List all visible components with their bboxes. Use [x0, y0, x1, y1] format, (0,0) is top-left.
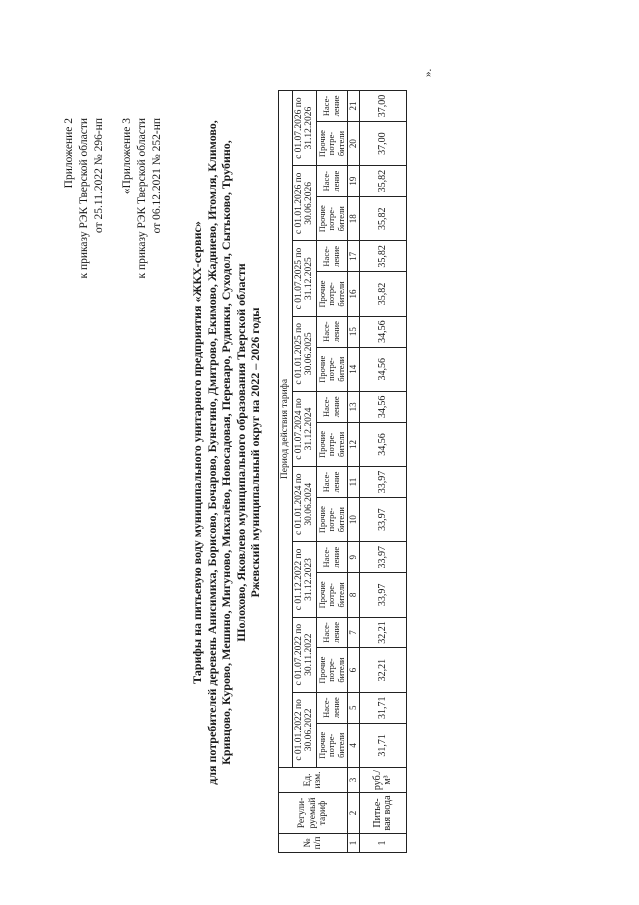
other-consumers-header: Прочие потре-бители: [316, 272, 348, 316]
column-number: 18: [348, 197, 360, 241]
title-line: для потребителей деревень Анисимиха, Борисово, Бочарово, Бунегино, Дмитрово, Екимово, Жадниево, Итомля, Климово,: [204, 120, 219, 785]
consumer-row: [316, 91, 348, 853]
row-number: 1: [360, 834, 407, 853]
column-number: 19: [348, 166, 360, 197]
period-header: с 01.01.2025 по 30.06.2025: [292, 316, 316, 391]
appendix-2-header: [62, 118, 107, 279]
title-line: Кривцово, Курово, Мешино, Мигуново, Михалёво, Новосадовая, Переваро, Рудинки, Суходол, Сытьково, Трубино,: [219, 140, 233, 765]
tariff-value: 32,21: [360, 648, 407, 692]
population-header: Насе-ление: [316, 166, 348, 197]
column-number: 16: [348, 272, 360, 316]
row-tariff: Питье-вая вода: [360, 793, 407, 834]
tariff-value: 37,00: [360, 91, 407, 122]
tariff-value: 34,56: [360, 391, 407, 422]
column-number: 10: [348, 497, 360, 541]
appendix-3-header: [120, 118, 165, 279]
column-number: 7: [348, 617, 360, 648]
table-row: [360, 91, 407, 853]
appendix-3-line: от 06.12.2021 № 252-нп: [151, 118, 163, 234]
column-number: 3: [348, 768, 360, 793]
column-number: 5: [348, 692, 360, 723]
population-header: Насе-ление: [316, 316, 348, 347]
title-line: Шолохово, Яковлево муниципального образования Тверской области: [233, 263, 248, 642]
appendix-2-line: Приложение 2: [63, 118, 75, 189]
closing-quote: ».: [422, 68, 434, 77]
column-number: 9: [348, 542, 360, 573]
title-line: Ржевский муниципальный округ на 2022 – 2026 годы: [248, 307, 262, 598]
period-header: с 01.01.2026 по 30.06.2026: [292, 166, 316, 241]
column-number: 8: [348, 573, 360, 617]
other-consumers-header: Прочие потре-бители: [316, 573, 348, 617]
column-number: 11: [348, 467, 360, 498]
appendix-3-line: к приказу РЭК Тверской области: [136, 118, 148, 279]
header-period: Период действия тарифа: [279, 91, 293, 768]
other-consumers-header: Прочие потре-бители: [316, 197, 348, 241]
tariff-value: 34,56: [360, 422, 407, 466]
appendix-2-line: к приказу РЭК Тверской области: [78, 118, 90, 279]
period-header: с 01.07.2026 по 31.12.2026: [292, 91, 316, 166]
tariff-value: 31,71: [360, 723, 407, 767]
tariff-value: 31,71: [360, 692, 407, 723]
other-consumers-header: Прочие потре-бители: [316, 347, 348, 391]
period-header: с 01.01.2024 по 30.06.2024: [292, 467, 316, 542]
tariff-value: 35,82: [360, 272, 407, 316]
population-header: Насе-ление: [316, 91, 348, 122]
column-number: 20: [348, 121, 360, 165]
period-header: с 01.01.2022 по 30.06.2022: [292, 692, 316, 767]
column-number: 14: [348, 347, 360, 391]
other-consumers-header: Прочие потре-бители: [316, 497, 348, 541]
column-number: 4: [348, 723, 360, 767]
period-header: с 01.07.2025 по 31.12.2025: [292, 241, 316, 316]
population-header: Насе-ление: [316, 692, 348, 723]
period-header: с 01.12.2022 по 31.12.2023: [292, 542, 316, 617]
header-tariff: Регули-руемый тариф: [279, 793, 348, 834]
column-number: 2: [348, 793, 360, 834]
header-number: № п/п: [279, 834, 348, 853]
row-unit: руб./м³: [360, 768, 407, 793]
tariff-value: 33,97: [360, 497, 407, 541]
appendix-2-line: от 25.11.2022 № 296-нп: [93, 118, 105, 233]
tariff-value: 37,00: [360, 121, 407, 165]
column-number: 12: [348, 422, 360, 466]
column-numbers-row: [348, 91, 360, 853]
column-number: 17: [348, 241, 360, 272]
period-header: с 01.07.2022 по 30.11.2022: [292, 617, 316, 692]
tariff-value: 33,97: [360, 467, 407, 498]
tariff-value: 33,97: [360, 573, 407, 617]
tariff-value: 35,82: [360, 197, 407, 241]
tariff-value: 35,82: [360, 241, 407, 272]
other-consumers-header: Прочие потре-бители: [316, 648, 348, 692]
population-header: Насе-ление: [316, 467, 348, 498]
tariff-table: [278, 90, 407, 853]
other-consumers-header: Прочие потре-бители: [316, 422, 348, 466]
tariff-value: 32,21: [360, 617, 407, 648]
tariff-value: 34,56: [360, 347, 407, 391]
period-row: [292, 91, 316, 853]
appendix-3-line: «Приложение 3: [121, 118, 133, 195]
tariff-value: 33,97: [360, 542, 407, 573]
column-number: 1: [348, 834, 360, 853]
population-header: Насе-ление: [316, 617, 348, 648]
population-header: Насе-ление: [316, 542, 348, 573]
title-line: Тарифы на питьевую воду муниципального унитарного предприятия «ЖКХ-сервис»: [190, 221, 204, 684]
column-number: 13: [348, 391, 360, 422]
column-number: 15: [348, 316, 360, 347]
tariff-value: 34,56: [360, 316, 407, 347]
header-unit: Ед. изм.: [279, 768, 348, 793]
column-number: 6: [348, 648, 360, 692]
other-consumers-header: Прочие потре-бители: [316, 723, 348, 767]
population-header: Насе-ление: [316, 241, 348, 272]
population-header: Насе-ление: [316, 391, 348, 422]
column-number: 21: [348, 91, 360, 122]
other-consumers-header: Прочие потре-бители: [316, 121, 348, 165]
period-header: с 01.07.2024 по 31.12.2024: [292, 391, 316, 466]
document-title: [190, 0, 263, 905]
tariff-value: 35,82: [360, 166, 407, 197]
